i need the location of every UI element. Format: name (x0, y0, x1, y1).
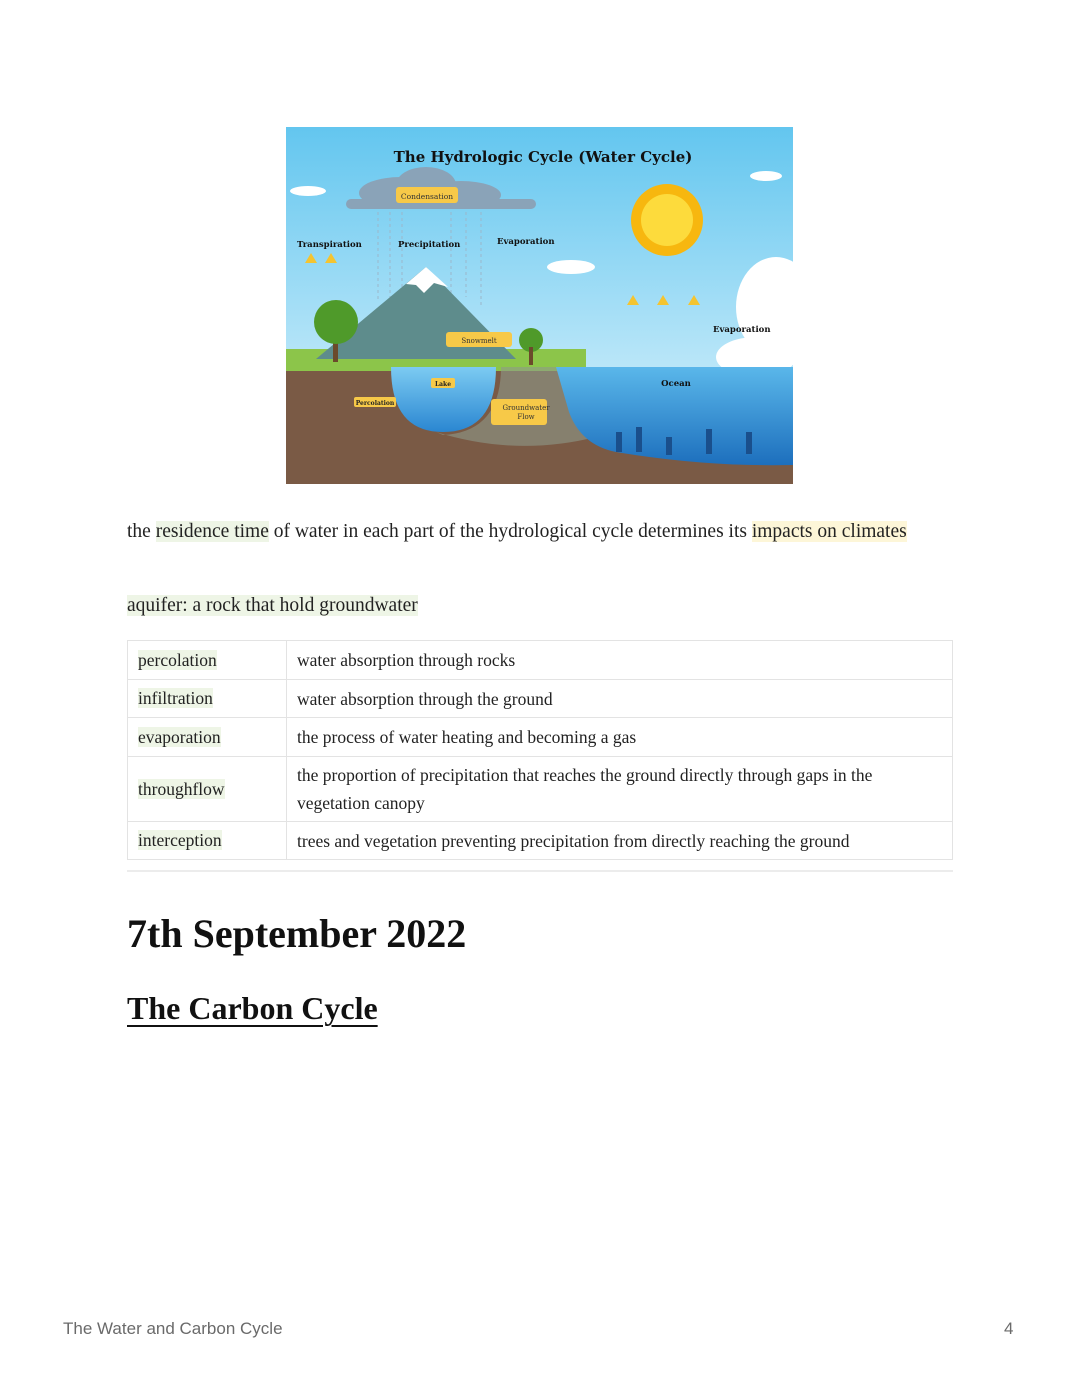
definition-cell: the proportion of precipitation that reaches the ground directly through gaps in the vegetation canopy (287, 757, 953, 822)
section-heading: The Carbon Cycle (127, 990, 378, 1026)
definition-cell: the process of water heating and becoming a gas (287, 718, 953, 757)
highlight-impacts-on-climates: impacts on climates (751, 521, 907, 542)
definition-cell: trees and vegetation preventing precipitation from directly reaching the ground (287, 822, 953, 860)
label-groundwater: Groundwater (502, 404, 550, 412)
sun-icon (631, 184, 703, 256)
label-percolation: Percolation (355, 400, 395, 407)
label-evaporation-top: Evaporation (497, 237, 555, 247)
aquifer-paragraph: aquifer: a rock that hold groundwater (127, 595, 418, 616)
label-groundwater-flow: Flow (517, 413, 535, 421)
water-cycle-figure (286, 127, 793, 484)
groundwater-tag (491, 399, 547, 425)
table-row (128, 718, 953, 757)
page-number: 4 (1004, 1319, 1014, 1338)
term-cell: interception (138, 830, 222, 850)
residence-time-paragraph: the residence time of water in each part of the hydrological cycle determines its impacts on climates (127, 521, 907, 542)
definition-cell: water absorption through rocks (287, 641, 953, 680)
label-transpiration: Transpiration (297, 240, 362, 250)
term-cell: throughflow (138, 778, 225, 799)
footer-title: The Water and Carbon Cycle (63, 1319, 283, 1338)
label-ocean: Ocean (661, 379, 691, 389)
terms-table (127, 640, 953, 860)
figure-title: The Hydrologic Cycle (Water Cycle) (393, 148, 693, 166)
label-lake: Lake (434, 381, 452, 388)
term-cell: infiltration (138, 688, 213, 708)
table-row (128, 680, 953, 718)
highlight-residence-time: residence time (155, 521, 269, 542)
horizontal-rule (127, 870, 953, 872)
label-condensation: Condensation (400, 192, 454, 201)
label-snowmelt: Snowmelt (461, 337, 497, 345)
table-row (128, 757, 953, 822)
date-heading: 7th September 2022 (127, 911, 467, 956)
label-evaporation-right: Evaporation (713, 325, 771, 335)
label-precipitation: Precipitation (398, 240, 461, 250)
term-cell: percolation (138, 649, 217, 670)
table-row (128, 822, 953, 860)
table-row (128, 641, 953, 680)
term-cell: evaporation (138, 726, 221, 747)
definition-cell: water absorption through the ground (287, 680, 953, 718)
